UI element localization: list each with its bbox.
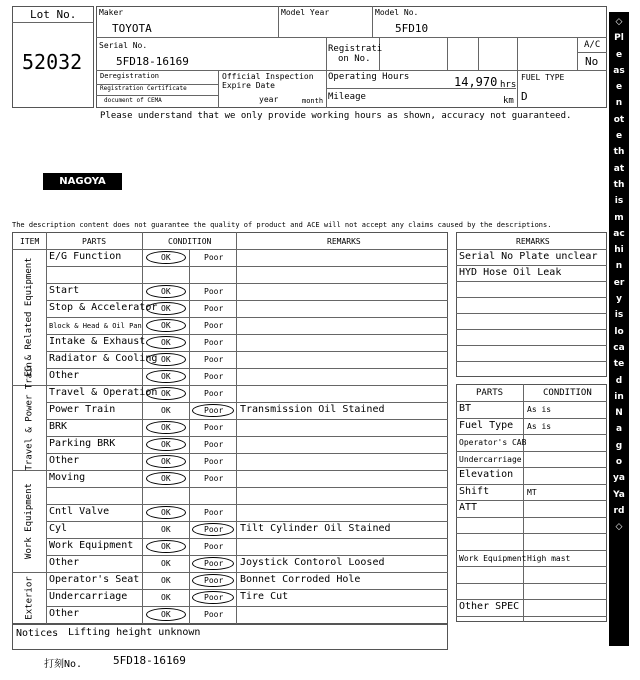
row-part: Travel & Operation [49,387,158,398]
selected-ok-mark[interactable] [146,421,186,434]
group-label: Exterior [24,575,34,620]
condition-poor: Poor [204,610,224,619]
ac-value: No [585,55,599,68]
selected-ok-mark[interactable] [146,387,186,400]
group-label: EG & Related Equipment [24,257,34,377]
condition-poor: Poor [204,321,224,330]
condition-poor: Poor [204,457,224,466]
stamp-value: 5FD18-16169 [113,654,186,667]
condition-poor: Poor [204,559,224,568]
model-no-value: 5FD10 [395,22,429,35]
condition-poor: Poor [204,372,224,381]
registration-label-1: Registrati [328,44,383,54]
row-part: Parking BRK [49,438,116,449]
stamp-label: 打刻No. [44,659,83,670]
header-parts: PARTS [82,237,107,246]
fuel-type-value: D [521,90,528,103]
right-part-name: Fuel Type [459,419,514,431]
disclaimer: The description content does not guarantee the quality of product and ACE will not accept any claims caused by the descriptions. [12,221,552,229]
row-part: Power Train [49,404,116,415]
dereg-label: Deregistration [100,72,160,80]
right-part-condition: As is [527,405,552,414]
condition-ok: OK [161,542,171,551]
row-part: Start [49,285,80,296]
condition-poor: Poor [204,304,224,313]
year-label: year [259,95,279,104]
right-part-name: BT [459,403,472,414]
condition-poor: Poor [204,253,224,262]
header-remarks: REMARKS [327,237,361,246]
row-part: E/G Function [49,251,122,262]
selected-ok-mark[interactable] [146,608,186,621]
hours-notice: Please understand that we only provide working hours as shown, accuracy not guaranteed. [100,111,572,121]
condition-poor: Poor [204,355,224,364]
row-remark: Transmission Oil Stained [240,404,385,415]
selected-ok-mark[interactable] [146,302,186,315]
row-remark: Joystick Contorol Loosed [240,557,385,568]
dereg-cert: Registration Certificate [100,85,187,92]
serial-label: Serial No. [99,41,148,50]
condition-ok: OK [161,372,171,381]
right-remark-item: HYD Hose Oil Leak [459,267,562,278]
condition-poor: Poor [204,525,224,534]
location-badge: NAGOYA [43,173,122,190]
right-part-name: Elevation [459,469,514,480]
operating-hours-value: 14,970 [454,75,498,89]
row-part: BRK [49,421,68,432]
selected-poor-mark[interactable] [192,404,234,417]
lot-number: 52032 [22,50,83,74]
right-part-condition: MT [527,487,537,497]
serial-value: 5FD18-16169 [116,55,189,68]
right-part-name: Operator's CAB [459,438,527,447]
condition-ok: OK [161,457,171,466]
location-note-sidebar [609,12,629,646]
selected-poor-mark[interactable] [192,574,234,587]
hours-unit: hrs [500,80,517,90]
right-condition-header: CONDITION [543,388,592,398]
fuel-type-label: FUEL TYPE [521,73,565,82]
condition-ok: OK [161,593,171,602]
maker-value: TOYOTA [112,22,152,35]
selected-ok-mark[interactable] [146,353,186,366]
right-remarks-header: REMARKS [516,237,550,246]
row-part: Cntl Valve [49,506,110,517]
selected-ok-mark[interactable] [146,540,186,553]
inspection-label-1: Official Inspection [222,72,314,81]
row-part: Block & Head & Oil Pan [49,322,142,330]
condition-ok: OK [161,406,171,415]
lot-no-label: Lot No. [30,8,77,21]
model-year-label: Model Year [281,8,330,17]
selected-ok-mark[interactable] [146,336,186,349]
right-part-name: Work Equipment [459,553,527,563]
right-part-condition: As is [527,421,552,431]
month-label: month [302,97,324,105]
condition-ok: OK [161,474,171,483]
condition-poor: Poor [204,338,224,347]
row-part: Intake & Exhaust [49,336,146,347]
row-part: Moving [49,472,86,483]
right-remark-item: Serial No Plate unclear [459,251,598,262]
condition-ok: OK [161,559,171,568]
ac-label: A/C [584,40,601,50]
right-part-name: Undercarriage [459,454,522,464]
row-part: Other [49,370,80,381]
maker-label: Maker [99,8,124,17]
selected-poor-mark[interactable] [192,591,234,604]
group-label: Work Equipment [24,483,34,559]
selected-ok-mark[interactable] [146,438,186,451]
condition-ok: OK [161,355,171,364]
condition-ok: OK [161,287,171,296]
row-part: Cyl [49,523,68,534]
row-remark: Tilt Cylinder Oil Stained [240,523,391,534]
row-part: Radiator & Cooling [49,353,158,364]
condition-poor: Poor [204,440,224,449]
condition-poor: Poor [204,593,224,602]
condition-poor: Poor [204,389,224,398]
condition-poor: Poor [204,406,224,415]
notices-label: Notices [16,628,59,639]
row-remark: Bonnet Corroded Hole [240,574,361,585]
condition-ok: OK [161,576,171,585]
row-part: Other [49,608,80,619]
selected-ok-mark[interactable] [146,455,186,468]
row-remark: Tire Cut [240,591,289,602]
selected-ok-mark[interactable] [146,506,186,519]
selected-ok-mark[interactable] [146,370,186,383]
selected-ok-mark[interactable] [146,251,186,264]
row-part: Work Equipment [49,540,134,551]
row-part: Other [49,455,80,466]
condition-ok: OK [161,389,171,398]
row-part: Undercarriage [49,591,128,602]
model-no-label: Model No. [375,8,419,17]
condition-ok: OK [161,610,171,619]
condition-ok: OK [161,525,171,534]
condition-poor: Poor [204,576,224,585]
selected-poor-mark[interactable] [192,523,234,536]
condition-ok: OK [161,440,171,449]
row-part: Other [49,557,80,568]
group-label: Travel & Power Train [24,361,34,470]
row-part: Stop & Accelerator [49,302,158,313]
mileage-unit: km [503,96,514,106]
right-part-name: ATT [459,502,478,513]
condition-poor: Poor [204,423,224,432]
selected-ok-mark[interactable] [146,319,186,332]
inspection-label-2: Expire Date [222,81,275,90]
right-part-condition: High mast [527,553,571,563]
right-part-name: Shift [459,485,490,497]
header-item: ITEM [20,237,40,246]
mileage-label: Mileage [328,92,366,102]
operating-hours-label: Operating Hours [328,72,410,82]
header-condition: CONDITION [168,237,212,246]
row-part: Operator's Seat [49,574,140,585]
right-part-name: Other SPEC [459,601,520,612]
condition-ok: OK [161,321,171,330]
condition-ok: OK [161,304,171,313]
right-parts-header: PARTS [476,388,504,398]
condition-ok: OK [161,253,171,262]
sidebar-text: ◇Please note that this machinery is located in Nagoya Yard◇ [613,17,625,533]
selected-ok-mark[interactable] [146,285,186,298]
selected-ok-mark[interactable] [146,472,186,485]
condition-poor: Poor [204,287,224,296]
selected-poor-mark[interactable] [192,557,234,570]
condition-poor: Poor [204,542,224,551]
dereg-doc: document of CEMA [104,97,162,104]
registration-label-2: on No. [338,54,371,64]
condition-poor: Poor [204,508,224,517]
notices-text: Lifting height unknown [68,627,201,638]
condition-poor: Poor [204,474,224,483]
condition-ok: OK [161,338,171,347]
condition-ok: OK [161,508,171,517]
condition-ok: OK [161,423,171,432]
